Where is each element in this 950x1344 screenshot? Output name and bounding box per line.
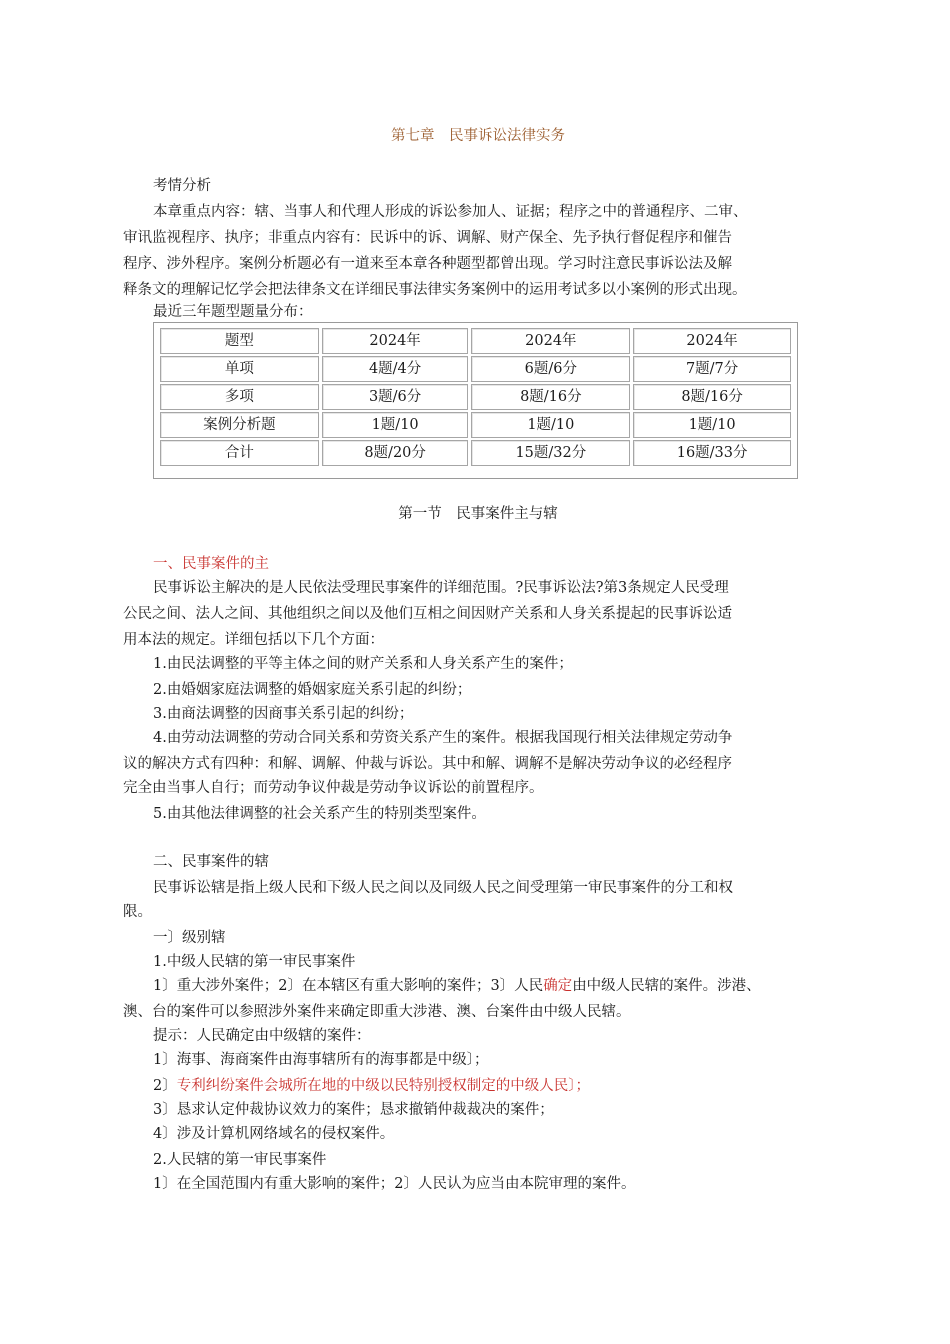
table-cell: 15题/32分 [471, 440, 630, 466]
table-cell: 8题/20分 [322, 440, 469, 466]
hint-item: 3〕恳求认定仲裁协议效力的案件；恳求撤销仲裁裁决的案件； [153, 1102, 554, 1118]
table-cell: 多项 [160, 384, 319, 410]
table-cell: 8题/16分 [633, 384, 791, 410]
table-header-row [160, 328, 791, 354]
list-item: 5.由其他法律调整的社会关系产生的特别类型案件。 [153, 806, 486, 822]
paragraph-line: 用本法的规定。详细包括以下几个方面： [123, 632, 384, 648]
text-run: 2〕 [153, 1078, 177, 1094]
analysis-line: 审讯监视程序、执序；非重点内容有：民诉中的诉、调解、财产保全、先予执行督促程序和催告 [123, 230, 732, 246]
subheading: 一〕级别辖 [153, 930, 226, 946]
paragraph-line: 公民之间、法人之间、其他组织之间以及他们互相之间因财产关系和人身关系提起的民事诉讼适 [123, 606, 732, 622]
table-cell: 案例分析题 [160, 412, 319, 438]
table-cell: 1题/10 [633, 412, 791, 438]
part2-heading: 二、民事案件的辖 [153, 854, 269, 870]
list-item-continued: 议的解决方式有四种：和解、调解、仲裁与诉讼。其中和解、调解不是解决劳动争议的必经程序 [123, 756, 732, 772]
text-run: 由中级人民辖的案件。涉港、 [572, 978, 761, 994]
table-header-cell: 题型 [160, 328, 319, 354]
table-cell: 1题/10 [322, 412, 469, 438]
hint-item [153, 1076, 590, 1096]
list-item: 1.由民法调整的平等主体之间的财产关系和人身关系产生的案件； [153, 656, 573, 672]
table-cell: 6题/6分 [471, 356, 630, 382]
table-cell: 合计 [160, 440, 319, 466]
distribution-label: 最近三年题型题量分布： [153, 304, 313, 320]
analysis-line: 本章重点内容：辖、当事人和代理人形成的诉讼参加人、证据；程序之中的普通程序、二审、 [153, 204, 748, 220]
paragraph-line [153, 976, 761, 996]
table-header-cell: 2024年 [322, 328, 469, 354]
analysis-line: 释条文的理解记忆学会把法律条文在详细民事法律实务案例中的运用考试多以小案例的形式出现。 [123, 282, 747, 298]
subheading: 2.人民辖的第一审民事案件 [153, 1152, 327, 1168]
highlighted-text: 确定 [543, 978, 573, 994]
paragraph-line: 1〕在全国范围内有重大影响的案件；2〕人民认为应当由本院审理的案件。 [153, 1176, 636, 1192]
table-cell: 8题/16分 [471, 384, 630, 410]
list-item: 3.由商法调整的因商事关系引起的纠纷； [153, 706, 414, 722]
part1-heading: 一、民事案件的主 [153, 556, 269, 572]
paragraph-line: 澳、台的案件可以参照涉外案件来确定即重大涉港、澳、台案件由中级人民辖。 [123, 1004, 631, 1020]
paragraph-line: 民事诉讼辖是指上级人民和下级人民之间以及同级人民之间受理第一审民事案件的分工和权 [153, 880, 733, 896]
highlighted-text: 专利纠纷案件会城所在地的中级以民特别授权制定的中级人民〕； [176, 1078, 590, 1094]
table-cell: 单项 [160, 356, 319, 382]
paragraph-line: 限。 [123, 904, 152, 920]
table-row [160, 440, 791, 466]
hint-item: 4〕涉及计算机网络域名的侵权案件。 [153, 1126, 395, 1142]
table-cell: 7题/7分 [633, 356, 791, 382]
table-header-cell: 2024年 [471, 328, 630, 354]
table-header-cell: 2024年 [633, 328, 791, 354]
table-cell: 16题/33分 [633, 440, 791, 466]
analysis-heading: 考情分析 [153, 178, 211, 194]
table-row [160, 384, 791, 410]
chapter-title: 第七章 民事诉讼法律实务 [391, 128, 565, 144]
hint-heading: 提示：人民确定由中级辖的案件： [153, 1028, 371, 1044]
list-item: 4.由劳动法调整的劳动合同关系和劳资关系产生的案件。根据我国现行相关法律规定劳动争 [153, 730, 733, 746]
table-row [160, 356, 791, 382]
table-cell: 1题/10 [471, 412, 630, 438]
section-title: 第一节 民事案件主与辖 [398, 506, 558, 522]
hint-item: 1〕海事、海商案件由海事辖所有的海事都是中级〕； [153, 1052, 489, 1068]
table-cell: 4题/4分 [322, 356, 469, 382]
table-cell: 3题/6分 [322, 384, 469, 410]
subheading: 1.中级人民辖的第一审民事案件 [153, 954, 356, 970]
distribution-table [153, 322, 798, 479]
paragraph-line: 民事诉讼主解决的是人民依法受理民事案件的详细范围。?民事诉讼法?第3条规定人民受理 [153, 580, 729, 596]
table-row [160, 412, 791, 438]
analysis-line: 程序、涉外程序。案例分析题必有一道来至本章各种题型都曾出现。学习时注意民事诉讼法及解 [123, 256, 732, 272]
text-run: 1〕重大涉外案件；2〕在本辖区有重大影响的案件；3〕人民 [153, 978, 544, 994]
list-item: 2.由婚姻家庭法调整的婚姻家庭关系引起的纠纷； [153, 682, 472, 698]
list-item-continued: 完全由当事人自行；而劳动争议仲裁是劳动争议诉讼的前置程序。 [123, 780, 544, 796]
